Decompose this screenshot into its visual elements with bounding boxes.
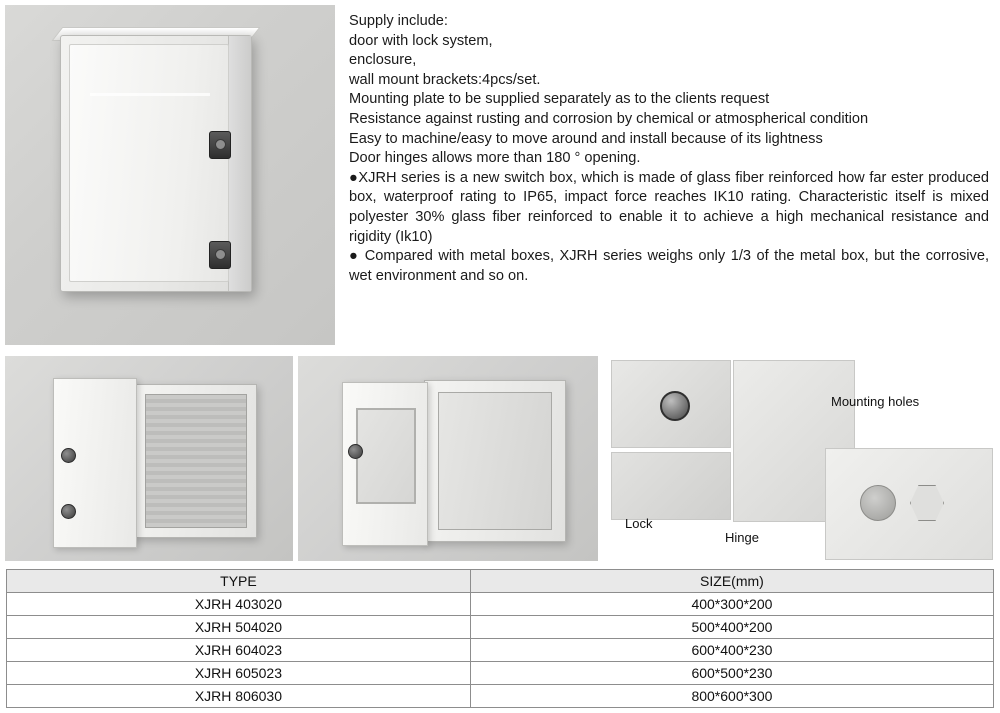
product-description (335, 0, 999, 350)
cell-type: XJRH 604023 (7, 639, 471, 662)
caption-hinge: Hinge (725, 530, 759, 545)
lock-icon (348, 444, 363, 459)
caption-mounting-holes: Mounting holes (831, 394, 920, 409)
column-header-size: SIZE(mm) (470, 570, 993, 593)
cell-size: 800*600*300 (470, 685, 993, 708)
cell-type: XJRH 403020 (7, 593, 471, 616)
table-row (7, 685, 994, 708)
table-header-row (7, 570, 994, 593)
description-line: ● Compared with metal boxes, XJRH series weighs only 1/3 of the metal box, but the corrosive, wet environment and so on. (349, 248, 989, 284)
cell-type: XJRH 605023 (7, 662, 471, 685)
lock-icon (61, 504, 76, 519)
table-row (7, 662, 994, 685)
description-line: Door hinges allows more than 180 ° opening. (349, 150, 641, 167)
table-row (7, 639, 994, 662)
door-seam-line (90, 93, 210, 96)
description-line: Mounting plate to be supplied separately as to the clients request (349, 91, 770, 108)
top-section (0, 0, 1000, 350)
photo-strip (5, 356, 995, 561)
photo-open-enclosure-empty (298, 356, 598, 561)
detail-lock-photo (611, 360, 731, 448)
spec-table (6, 569, 994, 708)
cell-size: 400*300*200 (470, 593, 993, 616)
cell-type: XJRH 504020 (7, 616, 471, 639)
lock-icon (209, 241, 231, 269)
table-row (7, 593, 994, 616)
lock-icon (209, 131, 231, 159)
description-line: Supply include: (349, 13, 448, 29)
round-hole-icon (860, 485, 896, 521)
detail-mounting-holes-photo (825, 448, 993, 560)
lock-knob-icon (660, 391, 690, 421)
enclosure-interior (438, 392, 552, 530)
door-window (356, 408, 416, 504)
mounting-plate (145, 394, 247, 528)
lock-icon (61, 448, 76, 463)
detail-side-photo (611, 452, 731, 520)
spec-table-wrapper (6, 569, 994, 708)
description-line: enclosure, (349, 52, 417, 69)
table-row (7, 616, 994, 639)
photo-detail-collage (603, 356, 993, 561)
description-line: Easy to machine/easy to move around and install because of its lightness (349, 130, 823, 147)
caption-lock: Lock (625, 516, 653, 531)
description-line: door with lock system, (349, 32, 493, 49)
description-line: Resistance against rusting and corrosion by chemical or atmospherical condition (349, 110, 869, 127)
enclosure-side-face (228, 36, 251, 291)
cell-type: XJRH 806030 (7, 685, 471, 708)
photo-open-enclosure-with-plate (5, 356, 293, 561)
enclosure-door (69, 44, 229, 282)
description-line: ●XJRH series is a new switch box, which is made of glass fiber reinforced how far ester produced box, waterproof rating to IP65, impact force reaches IK10 rating. Characteristic itself is mixed polyester 30% glass fiber reinforced to enable it to achieve a high mechanical resistance and rigidity (Ik10) (349, 169, 989, 245)
enclosure-body (60, 35, 252, 292)
hex-hole-icon (910, 485, 944, 521)
cell-size: 600*500*230 (470, 662, 993, 685)
description-line: wall mount brackets:4pcs/set. (349, 71, 541, 88)
product-hero-image (5, 5, 335, 345)
cell-size: 500*400*200 (470, 616, 993, 639)
open-door (53, 378, 137, 548)
cell-size: 600*400*230 (470, 639, 993, 662)
column-header-type: TYPE (7, 570, 471, 593)
